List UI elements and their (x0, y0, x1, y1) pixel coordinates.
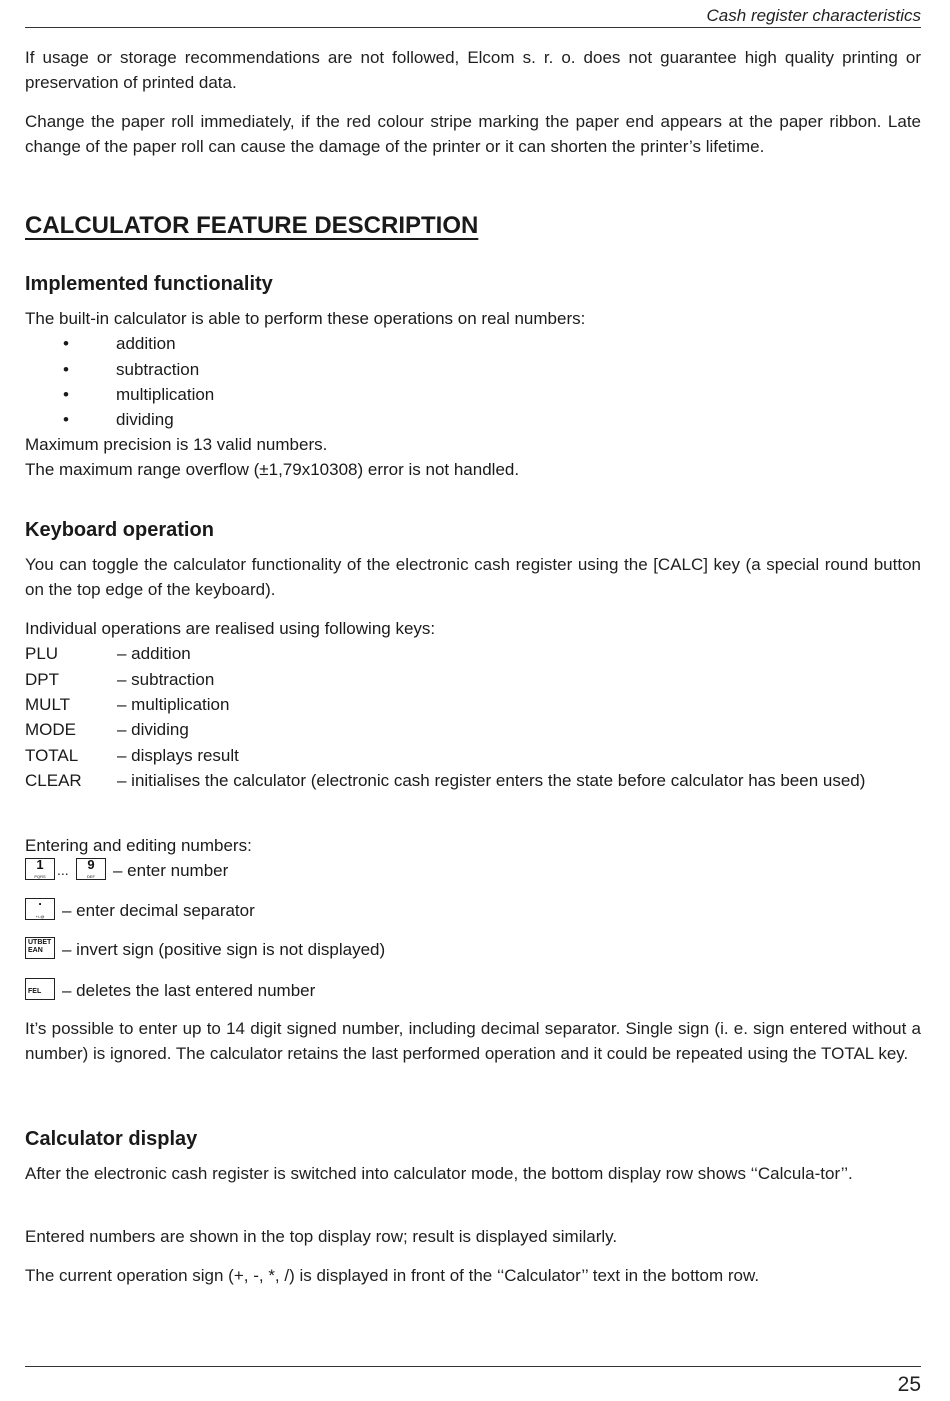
delete-key-icon (25, 978, 55, 1000)
display-paragraph-2: Entered numbers are shown in the top display row; result is displayed similarly. (25, 1227, 618, 1246)
list-item-label: subtraction (116, 360, 200, 379)
decimal-key-main: . (38, 893, 42, 908)
running-header: Cash register characteristics (706, 6, 921, 25)
overflow-note: The maximum range overflow (±1,79x10308) error is not handled. (25, 460, 520, 479)
key-name: DPT (25, 670, 59, 689)
decimal-key-icon (25, 893, 55, 920)
page-number: 25 (897, 1373, 921, 1396)
key-description: – dividing (117, 720, 189, 739)
key-9-icon (76, 858, 106, 880)
key-description: – multiplication (117, 695, 230, 714)
section-title: CALCULATOR FEATURE DESCRIPTION (25, 212, 479, 239)
enter-number-desc: – enter number (113, 861, 229, 880)
implemented-lead: The built-in calculator is able to perform these operations on real numbers: (25, 309, 586, 328)
list-item-label: addition (116, 334, 176, 353)
bullet-icon: • (63, 385, 69, 404)
entering-lead: Entering and editing numbers: (25, 836, 252, 855)
key-name: TOTAL (25, 746, 79, 765)
decimal-key-sub: +/-@ (35, 914, 45, 919)
delete-key-label: FEL (28, 988, 42, 995)
display-heading: Calculator display (25, 1128, 198, 1150)
list-item-label: dividing (116, 410, 174, 429)
footer-rule (25, 1366, 921, 1367)
key-description: – subtraction (117, 670, 215, 689)
key-1-sub: PQRS (34, 874, 46, 879)
intro-paragraph-1: If usage or storage recommendations are not followed, Elcom s. r. o. does not guarantee high quality printing or preservation of printed data. (25, 48, 921, 92)
display-paragraph-1: After the electronic cash register is switched into calculator mode, the bottom display row shows ‘‘Calcula-tor’’. (25, 1164, 853, 1183)
key-1-icon (25, 858, 55, 880)
invert-sign-key-label (28, 939, 51, 955)
keyboard-heading: Keyboard operation (25, 519, 214, 541)
key-description: – addition (117, 644, 191, 663)
intro-paragraph-2: Change the paper roll immediately, if the red colour stripe marking the paper end appears at the paper ribbon. Late change of the paper roll can cause the damage of the printer or it can shorten the printer’s lifetime. (25, 112, 921, 156)
keys-lead: Individual operations are realised using following keys: (25, 619, 436, 638)
invert-sign-key-icon (25, 937, 55, 959)
bullet-icon: • (63, 360, 69, 379)
key-name: CLEAR (25, 771, 82, 790)
manual-page (25, 0, 921, 1401)
delete-desc: – deletes the last entered number (62, 981, 316, 1000)
key-9-sub: DEF (87, 874, 95, 879)
key-description: – initialises the calculator (electronic cash register enters the state before calculator has been used) (117, 771, 866, 790)
implemented-heading: Implemented functionality (25, 273, 273, 295)
bullet-icon: • (63, 410, 69, 429)
decimal-desc: – enter decimal separator (62, 901, 255, 920)
display-paragraph-3: The current operation sign (+, -, *, /) is displayed in front of the ‘‘Calculator’’ text in the bottom row. (25, 1266, 760, 1285)
header-rule (25, 27, 921, 28)
key-9-main: 9 (87, 857, 95, 872)
invert-sign-key-line1: UTBET (28, 939, 52, 946)
entry-rules-paragraph: It’s possible to enter up to 14 digit signed number, including decimal separator. Single sign (i. e. sign entered without a number) is ignored. The calculator retains the last performed operation and it could be repeated using the TOTAL key. (25, 1019, 921, 1063)
bullet-icon: • (63, 334, 69, 353)
key-name: PLU (25, 644, 59, 663)
key-description: – displays result (117, 746, 239, 765)
precision-note: Maximum precision is 13 valid numbers. (25, 435, 328, 454)
keyboard-paragraph: You can toggle the calculator functionality of the electronic cash register using the [CALC] key (a special round button on the top edge of the keyboard). (25, 555, 921, 599)
invert-sign-key-line2: EAN (28, 947, 43, 954)
key-1-main: 1 (36, 857, 44, 872)
key-range-ellipsis: ... (57, 862, 69, 878)
key-name: MODE (25, 720, 76, 739)
list-item-label: multiplication (116, 385, 215, 404)
invert-desc: – invert sign (positive sign is not displayed) (62, 940, 386, 959)
key-name: MULT (25, 695, 71, 714)
